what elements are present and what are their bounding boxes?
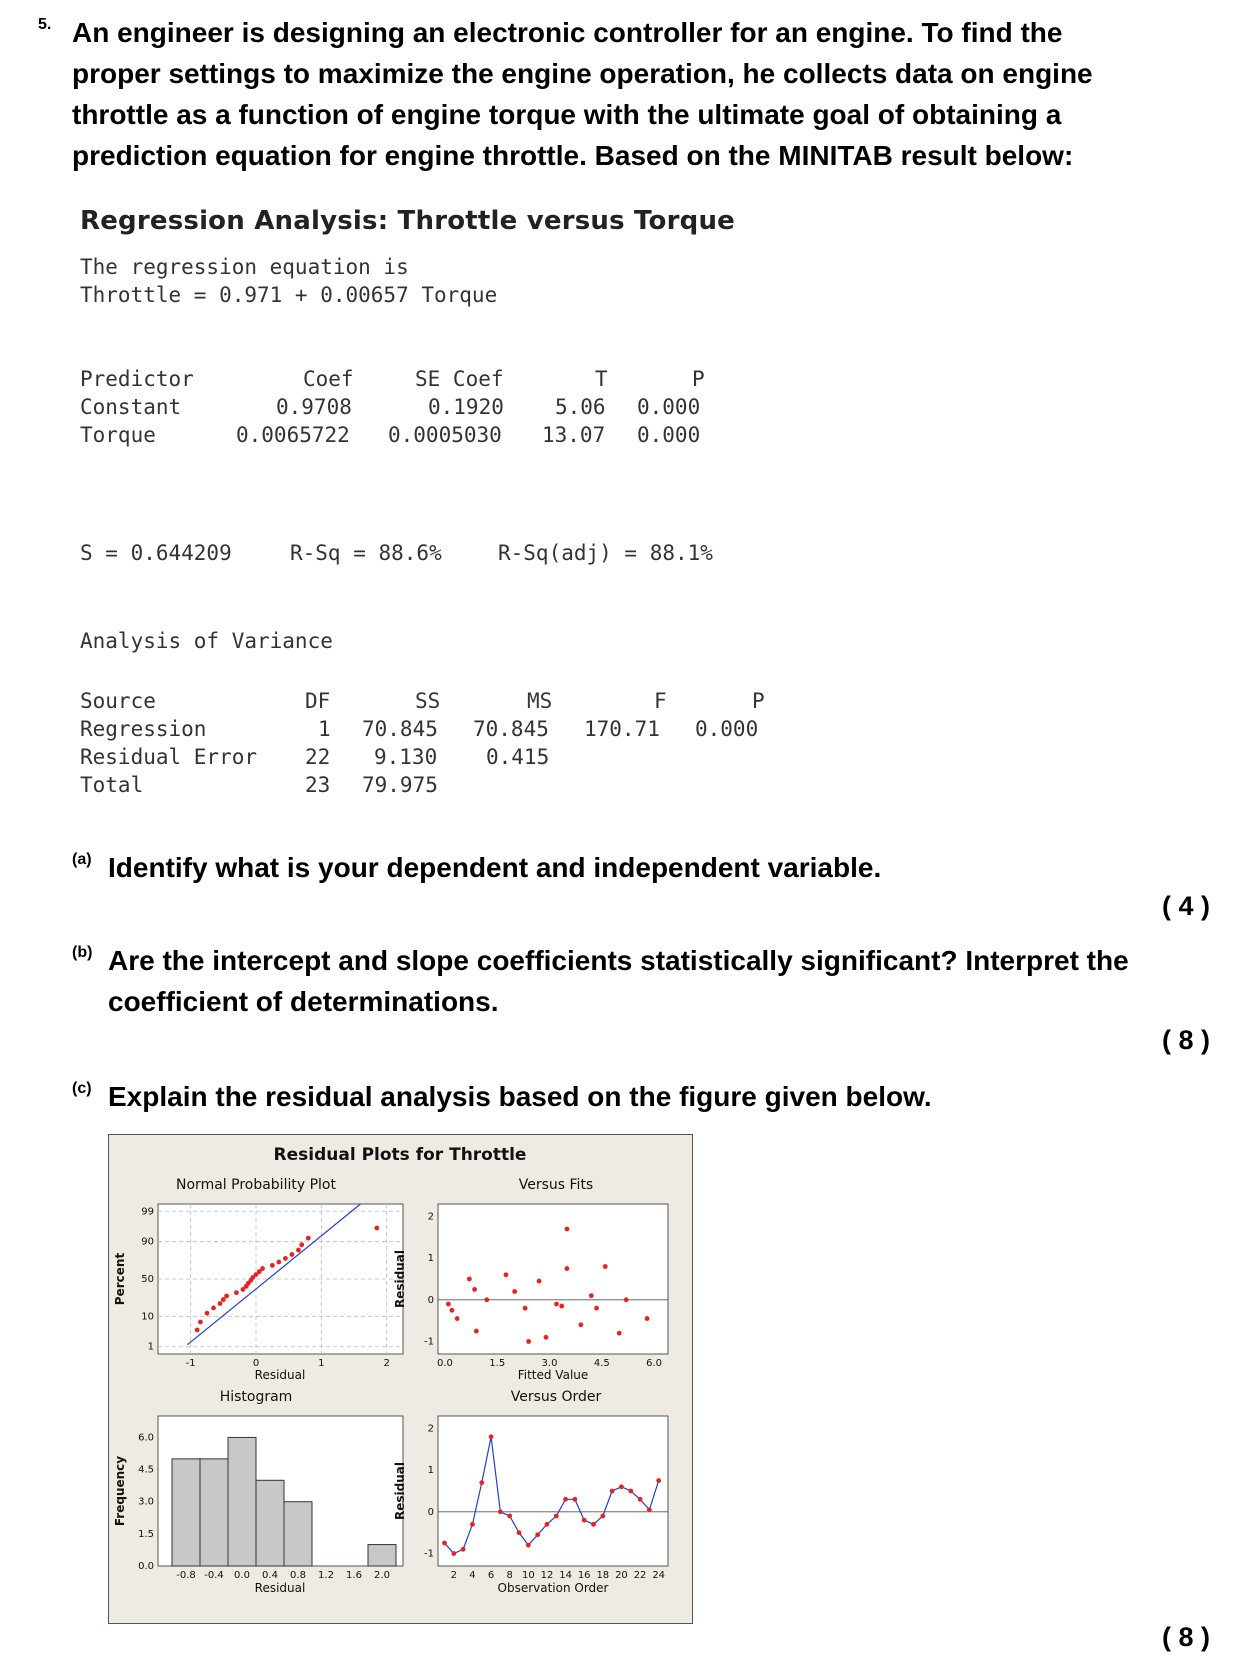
- normal-plot-point: [270, 1263, 275, 1268]
- order-plot-point: [470, 1522, 475, 1527]
- order-xtick-label: 18: [596, 1570, 610, 1581]
- histogram-xtick-label: 0.8: [290, 1570, 306, 1581]
- order-plot-point: [479, 1480, 484, 1485]
- fits-xtick-label: 1.5: [489, 1358, 506, 1369]
- normal-ytick-label: 50: [141, 1274, 154, 1285]
- normal-plot-point: [306, 1236, 311, 1241]
- histogram-xlabel: Residual: [254, 1581, 306, 1595]
- anova-header-ss: SS: [415, 689, 441, 713]
- fits-plot-point: [624, 1297, 629, 1302]
- fits-plot-point: [472, 1287, 477, 1292]
- order-plot-point: [535, 1532, 540, 1537]
- fits-plot-point: [565, 1227, 570, 1232]
- order-plot-point: [489, 1434, 494, 1439]
- coef-row-constant-p: 0.000: [637, 395, 701, 419]
- fits-plot-point: [446, 1302, 451, 1307]
- histogram-bar: [200, 1459, 228, 1566]
- order-plot-point: [507, 1514, 512, 1519]
- part-c-text: Explain the residual analysis based on the figure given below.: [108, 1081, 932, 1112]
- part-a-tag: (a): [72, 851, 92, 868]
- order-plot-point: [498, 1509, 503, 1514]
- order-xtick-label: 16: [577, 1570, 591, 1581]
- fits-plot-point: [544, 1335, 549, 1340]
- fits-plot-point: [474, 1329, 479, 1334]
- coef-row-constant-label: Constant: [80, 395, 182, 419]
- fits-plot-point: [512, 1289, 517, 1294]
- fits-plot-point: [617, 1331, 622, 1336]
- fits-ytick-label: 0: [427, 1294, 434, 1306]
- histogram-xtick-label: -0.4: [204, 1570, 224, 1581]
- fits-plot-xlabel: Fitted Value: [517, 1368, 589, 1382]
- order-xtick-label: 12: [540, 1570, 554, 1581]
- order-plot-point: [656, 1478, 661, 1483]
- fits-plot-point: [603, 1264, 608, 1269]
- anova-row-regression-f: 170.71: [584, 717, 660, 741]
- order-xtick-label: 2: [450, 1570, 458, 1581]
- fits-plot-point: [504, 1272, 509, 1277]
- order-plot-point: [610, 1489, 615, 1494]
- fits-plot-point: [645, 1316, 650, 1321]
- order-xtick-label: 22: [633, 1570, 647, 1581]
- normal-plot-point: [374, 1226, 379, 1231]
- part-a-marks: ( 4 ): [1161, 891, 1210, 921]
- coef-row-torque-t: 13.07: [542, 423, 606, 447]
- order-plot-point: [638, 1497, 643, 1502]
- fits-plot-point: [589, 1293, 594, 1298]
- order-xtick-label: 10: [521, 1570, 535, 1581]
- order-ytick-label: 1: [427, 1465, 434, 1477]
- order-plot-point: [600, 1514, 605, 1519]
- order-plot-area: [438, 1416, 668, 1566]
- histogram-title: Histogram: [219, 1389, 293, 1405]
- part-b-text: Are the intercept and slope coefficients statistically significant? Interpret the coefficient of determinations.: [108, 945, 1129, 1017]
- fits-xtick-label: 3.0: [541, 1358, 558, 1369]
- anova-row-regression-df: 1: [318, 717, 331, 741]
- question-text: An engineer is designing an electronic controller for an engine. To find the proper settings to maximize the engine operation, he collects data on engine throttle as a function of engine torque with the ultimate goal of obtaining a prediction equation for engine throttle. Based on the MINITAB result below:: [72, 17, 1093, 171]
- fits-plot-point: [554, 1302, 559, 1307]
- figure-title: Residual Plots for Throttle: [273, 1145, 527, 1165]
- order-plot-point: [619, 1484, 624, 1489]
- question-number: 5.: [38, 16, 52, 33]
- anova-row-total-df: 23: [305, 773, 331, 797]
- normal-plot-point: [205, 1311, 210, 1316]
- anova-row-regression-ss: 70.845: [362, 717, 438, 741]
- order-plot-point: [545, 1522, 550, 1527]
- coef-header-p: P: [692, 367, 705, 391]
- histogram-bar: [228, 1437, 256, 1566]
- order-plot-ylabel: Residual: [393, 1462, 407, 1520]
- anova-row-residual-ms: 0.415: [486, 745, 550, 769]
- coef-row-constant-coef: 0.9708: [276, 395, 352, 419]
- histogram-xtick-label: 1.6: [346, 1570, 362, 1581]
- anova-row-residual-label: Residual Error: [80, 745, 258, 769]
- fit-rsq: R-Sq = 88.6%: [290, 541, 442, 565]
- fits-plot-ylabel: Residual: [393, 1250, 407, 1308]
- normal-plot-point: [195, 1328, 200, 1333]
- order-ytick-label: 0: [427, 1506, 434, 1518]
- normal-plot-point: [276, 1260, 281, 1265]
- fits-plot-point: [484, 1297, 489, 1302]
- fit-rsq-adj: R-Sq(adj) = 88.1%: [498, 541, 713, 565]
- order-plot-point: [517, 1530, 522, 1535]
- anova-row-residual-ss: 9.130: [374, 745, 438, 769]
- histogram-xtick-label: 0.0: [234, 1570, 250, 1581]
- coef-row-constant-se: 0.1920: [428, 395, 504, 419]
- fits-plot-point: [523, 1306, 528, 1311]
- fits-plot-point: [526, 1339, 531, 1344]
- anova-heading: Analysis of Variance: [80, 629, 333, 653]
- fits-plot-point: [537, 1279, 542, 1284]
- histogram-bar: [368, 1545, 396, 1566]
- normal-plot-point: [198, 1320, 203, 1325]
- coef-header-coef: Coef: [303, 367, 354, 391]
- order-xtick-label: 24: [652, 1570, 666, 1581]
- anova-header-f: F: [654, 689, 667, 713]
- order-xtick-label: 14: [559, 1570, 572, 1581]
- order-plot-point: [451, 1551, 456, 1556]
- normal-plot-point: [218, 1301, 223, 1306]
- normal-ytick-label: 99: [141, 1206, 154, 1218]
- part-b-marks: ( 8 ): [1161, 1025, 1210, 1055]
- coef-row-constant-t: 5.06: [555, 395, 606, 419]
- normal-xtick-label: -1: [185, 1358, 196, 1369]
- histogram-bar: [256, 1480, 284, 1566]
- order-plot-point: [591, 1522, 596, 1527]
- anova-row-total-ss: 79.975: [362, 773, 438, 797]
- residual-plots-figure: [108, 1134, 693, 1624]
- order-ytick-label: 2: [427, 1423, 434, 1435]
- coef-header-secoef: SE Coef: [415, 367, 504, 391]
- anova-row-total-label: Total: [80, 773, 144, 797]
- coef-row-torque-se: 0.0005030: [388, 423, 502, 447]
- normal-xtick-label: 2: [383, 1358, 390, 1369]
- fits-xtick-label: 0.0: [437, 1358, 453, 1369]
- normal-plot-point: [221, 1297, 226, 1302]
- fits-ytick-label: -1: [424, 1336, 434, 1348]
- anova-row-regression-p: 0.000: [695, 717, 759, 741]
- anova-header-p: P: [752, 689, 765, 713]
- normal-plot-point: [299, 1242, 304, 1247]
- histogram-xtick-label: -0.8: [176, 1570, 196, 1581]
- normal-plot-point: [260, 1266, 265, 1271]
- normal-plot-xlabel: Residual: [254, 1368, 306, 1382]
- normal-plot-point: [290, 1252, 295, 1257]
- part-c-marks: ( 8 ): [1161, 1622, 1210, 1652]
- fits-plot-point: [578, 1322, 583, 1327]
- fits-plot-point: [559, 1304, 564, 1309]
- histogram-ytick-label: 3.0: [138, 1496, 154, 1508]
- coef-row-torque-label: Torque: [80, 423, 156, 447]
- fits-plot-point: [467, 1277, 472, 1282]
- order-plot-title: Versus Order: [510, 1389, 602, 1405]
- fits-ytick-label: 2: [427, 1211, 434, 1223]
- normal-plot-point: [283, 1256, 288, 1261]
- normal-ytick-label: 1: [147, 1341, 154, 1353]
- part-a-text: Identify what is your dependent and independent variable.: [108, 852, 882, 883]
- coef-header-t: T: [595, 367, 608, 391]
- histogram-xtick-label: 1.2: [318, 1570, 334, 1581]
- coef-row-torque-coef: 0.0065722: [236, 423, 350, 447]
- histogram-bar: [284, 1502, 312, 1566]
- histogram-ytick-label: 1.5: [138, 1528, 154, 1540]
- fits-xtick-label: 4.5: [593, 1358, 610, 1369]
- report-heading: Regression Analysis: Throttle versus Torque: [80, 206, 735, 236]
- order-plot-point: [461, 1547, 466, 1552]
- coef-row-torque-p: 0.000: [637, 423, 701, 447]
- part-b-tag: (b): [72, 944, 93, 961]
- fits-plot-point: [565, 1266, 570, 1271]
- anova-header-df: DF: [305, 689, 331, 713]
- normal-ytick-label: 90: [141, 1236, 154, 1248]
- histogram-xtick-label: 0.4: [262, 1570, 278, 1581]
- anova-row-residual-df: 22: [305, 745, 331, 769]
- order-plot-point: [442, 1541, 447, 1546]
- fits-plot-point: [450, 1308, 455, 1313]
- histogram-bar: [172, 1459, 200, 1566]
- order-xtick-label: 8: [506, 1570, 513, 1581]
- fits-xtick-label: 6.0: [646, 1358, 663, 1369]
- order-plot-point: [554, 1514, 559, 1519]
- order-plot-point: [628, 1489, 633, 1494]
- order-ytick-label: -1: [424, 1548, 434, 1560]
- order-plot-point: [582, 1518, 587, 1523]
- normal-plot-point: [211, 1306, 216, 1311]
- histogram-ytick-label: 6.0: [138, 1432, 154, 1444]
- equation-intro: The regression equation is: [80, 255, 409, 279]
- histogram-xtick-label: 2.0: [374, 1570, 390, 1581]
- fits-plot-area: [438, 1204, 668, 1354]
- order-xtick-label: 20: [615, 1570, 628, 1581]
- part-c-tag: (c): [72, 1080, 92, 1097]
- order-plot-point: [526, 1543, 531, 1548]
- order-xtick-label: 6: [487, 1570, 495, 1581]
- fits-ytick-label: 1: [427, 1253, 434, 1265]
- regression-equation: Throttle = 0.971 + 0.00657 Torque: [80, 283, 498, 307]
- normal-xtick-label: 0: [252, 1358, 260, 1369]
- anova-header-ms: MS: [527, 689, 553, 713]
- order-plot-point: [563, 1497, 568, 1502]
- anova-row-regression-ms: 70.845: [473, 717, 549, 741]
- histogram-ylabel: Frequency: [113, 1455, 127, 1527]
- normal-xtick-label: 1: [318, 1358, 325, 1369]
- histogram-ytick-label: 0.0: [138, 1561, 154, 1572]
- histogram-ytick-label: 4.5: [138, 1464, 154, 1476]
- fits-plot-title: Versus Fits: [518, 1177, 594, 1193]
- coef-header-predictor: Predictor: [80, 367, 194, 391]
- normal-plot-point: [296, 1248, 301, 1253]
- fits-plot-point: [594, 1306, 599, 1311]
- normal-ytick-label: 10: [141, 1311, 154, 1323]
- order-plot-xlabel: Observation Order: [497, 1581, 609, 1595]
- fit-s: S = 0.644209: [80, 541, 232, 565]
- normal-plot-point: [224, 1294, 229, 1299]
- order-plot-point: [647, 1507, 652, 1512]
- order-plot-point: [572, 1497, 577, 1502]
- fits-plot-point: [455, 1316, 460, 1321]
- normal-plot-point: [234, 1290, 239, 1295]
- anova-header-source: Source: [80, 689, 156, 713]
- order-xtick-label: 4: [469, 1570, 476, 1581]
- anova-row-regression-label: Regression: [80, 717, 207, 741]
- normal-plot-title: Normal Probability Plot: [176, 1177, 336, 1193]
- normal-plot-ylabel: Percent: [113, 1252, 127, 1306]
